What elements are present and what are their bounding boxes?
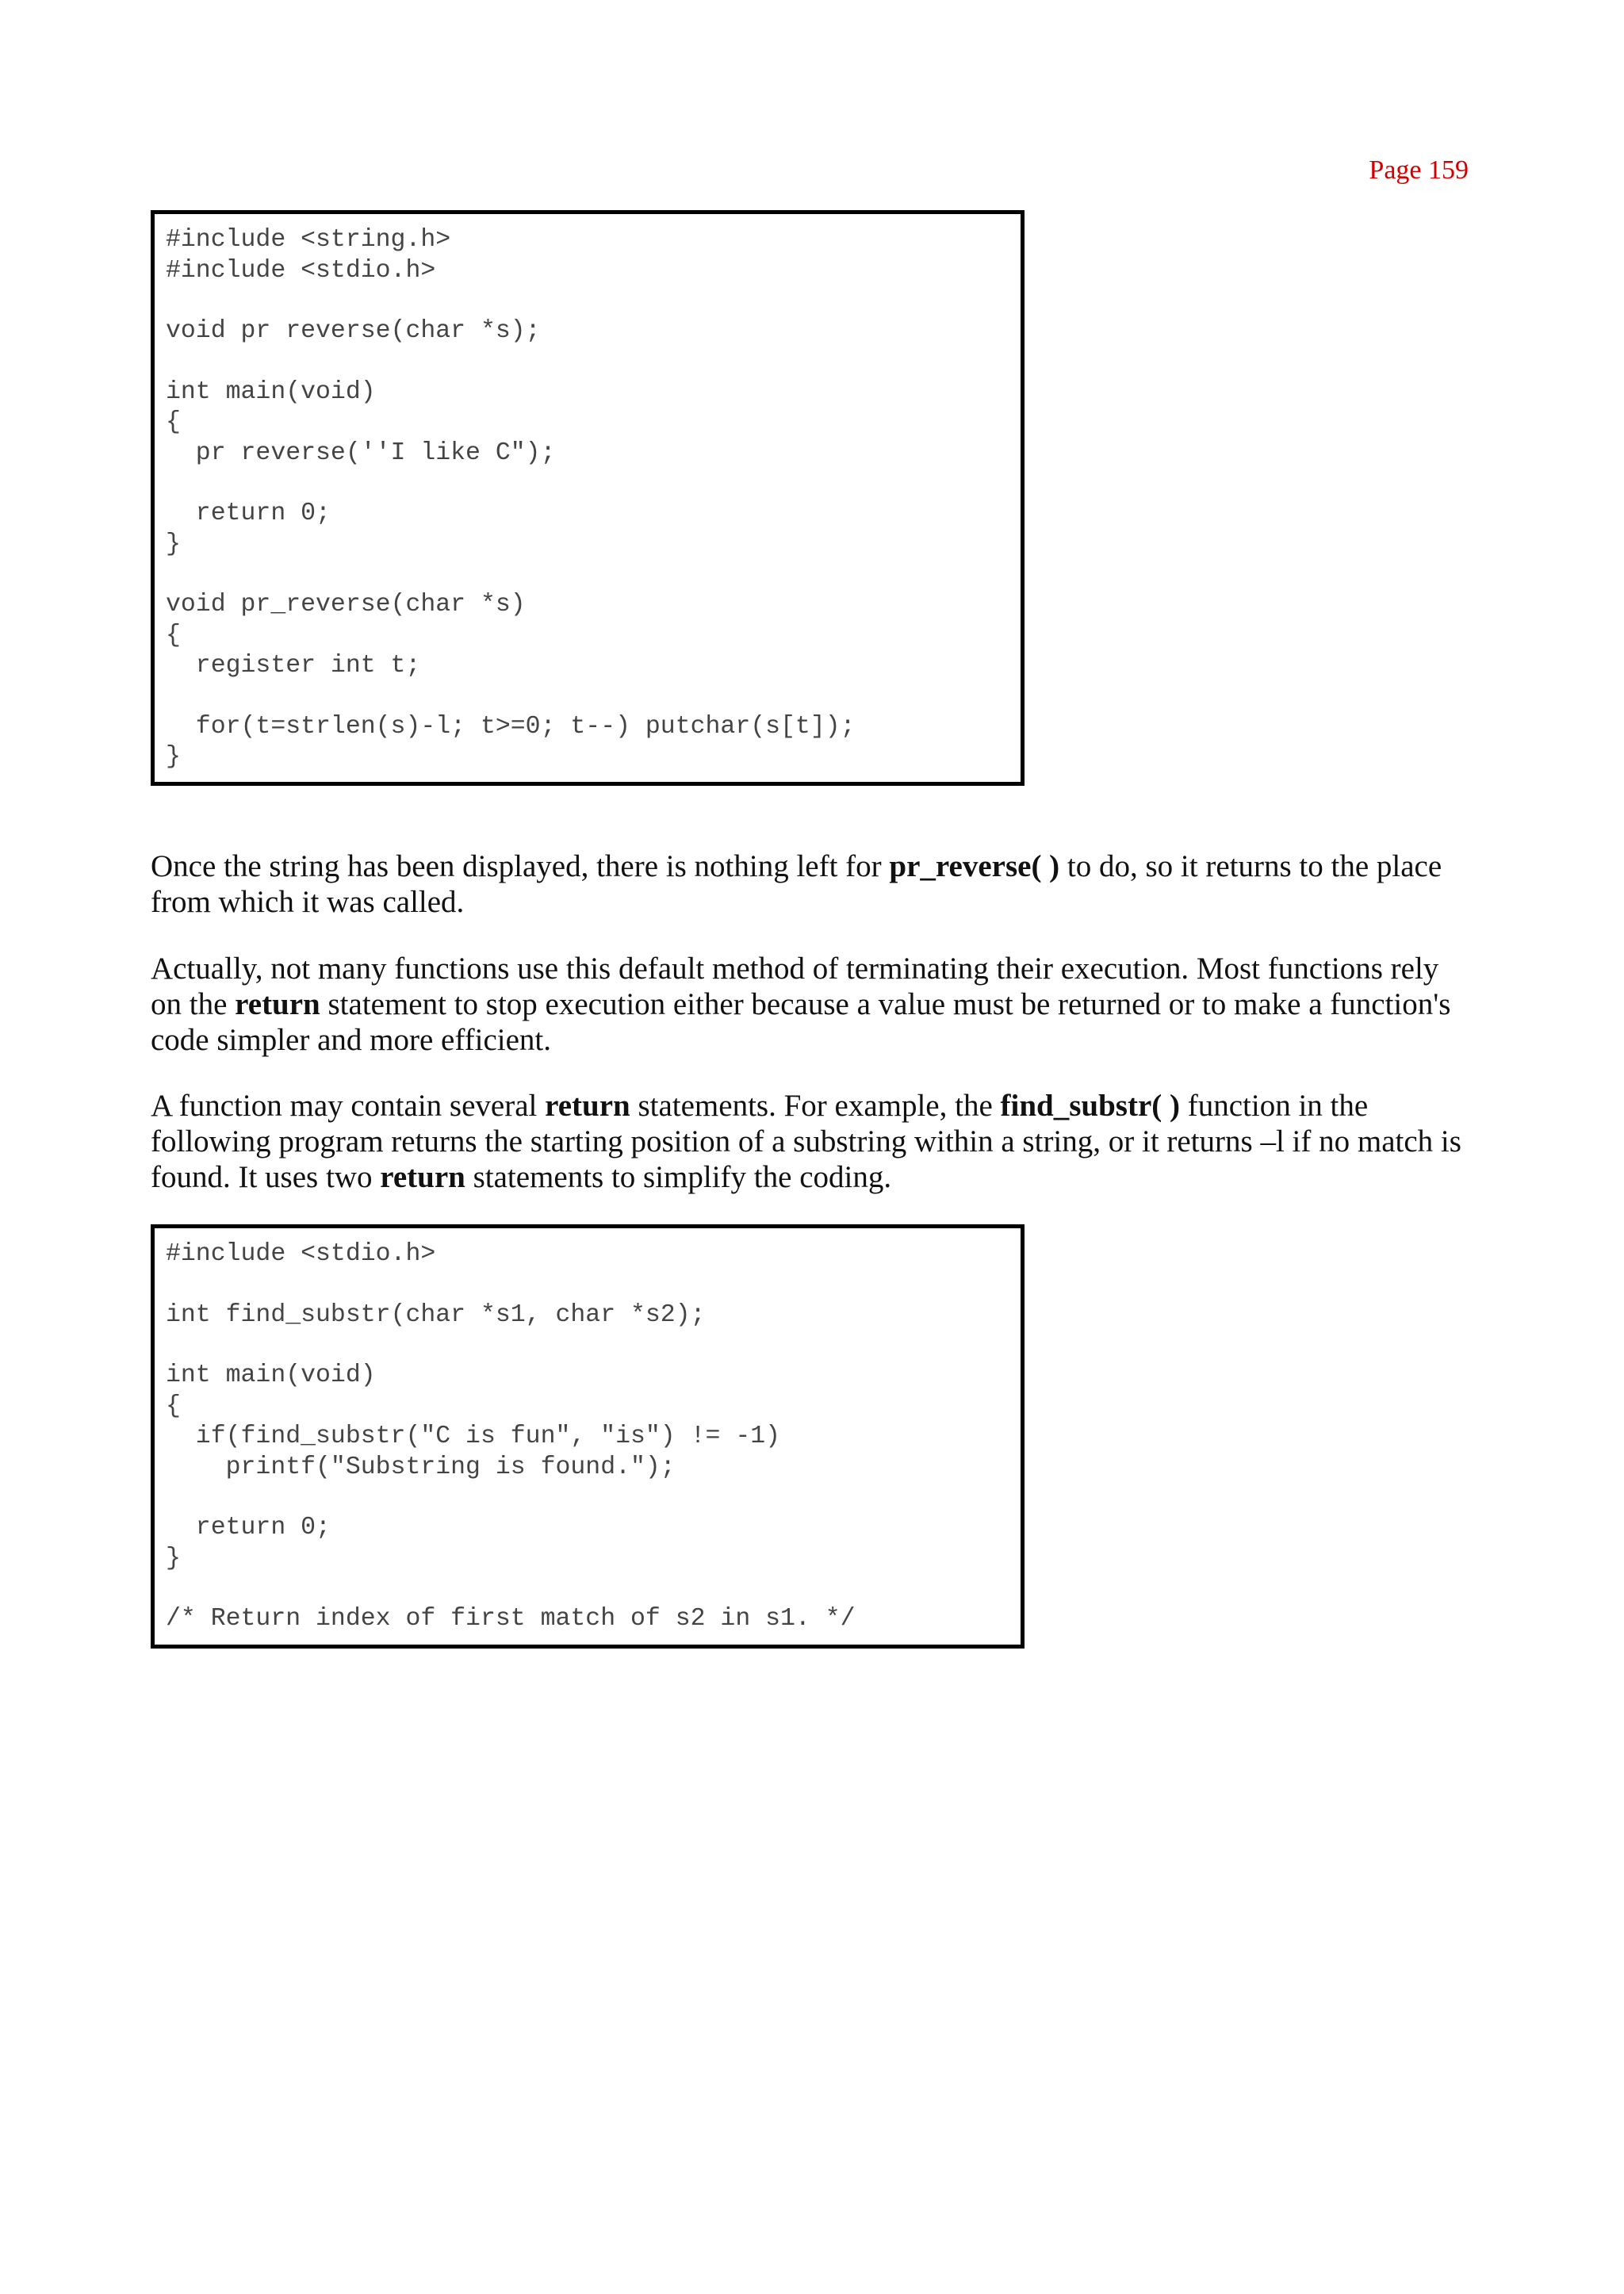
code-line: }	[166, 1544, 181, 1572]
code-line: int main(void)	[166, 1361, 376, 1389]
paragraph-default-termination	[151, 951, 1475, 1058]
paragraph-text: function in the following program returns the starting position of a substring within a string, or it returns –l if no match is found. It uses two	[151, 1089, 1461, 1194]
code-line-blank	[166, 347, 1009, 377]
code-line-blank	[166, 682, 1009, 712]
code-line: if(find_substr("C is fun", "is") != -1)	[166, 1423, 781, 1450]
code-line: pr reverse(''I like C");	[166, 439, 556, 467]
code-block-pr-reverse	[151, 210, 1025, 786]
page-number: Page 159	[1369, 155, 1469, 185]
paragraph-text: A function may contain several	[151, 1089, 546, 1123]
code-line: return 0;	[166, 1514, 331, 1541]
code-line-blank	[166, 1483, 1009, 1513]
paragraph-text: statements to simplify the coding.	[465, 1160, 892, 1194]
paragraph-text: statements. For example, the	[630, 1089, 1001, 1123]
code-line: }	[166, 743, 181, 771]
code-block-find-substr	[151, 1224, 1025, 1649]
paragraph-pr-reverse-return	[151, 848, 1475, 920]
code-line: register int t;	[166, 652, 421, 680]
paragraph-bold-term: return	[545, 1089, 630, 1123]
paragraph-bold-term: pr_reverse( )	[889, 849, 1060, 883]
code-line-blank	[166, 1574, 1009, 1604]
code-line: int main(void)	[166, 377, 376, 406]
code-line: #include <string.h>	[166, 226, 451, 254]
code-line: void pr_reverse(char *s)	[166, 591, 526, 618]
code-line: #include <stdio.h>	[166, 1240, 436, 1268]
code-line-blank	[166, 286, 1009, 316]
code-line: int find_substr(char *s1, char *s2);	[166, 1300, 706, 1329]
code-line: }	[166, 530, 181, 558]
code-line: void pr reverse(char *s);	[166, 317, 541, 345]
code-line: {	[166, 408, 181, 436]
code-line: {	[166, 621, 181, 649]
paragraph-bold-term: find_substr( )	[1000, 1089, 1180, 1123]
code-line-blank	[166, 1331, 1009, 1361]
code-line-blank	[166, 469, 1009, 499]
paragraph-text: statement to stop execution either because a value must be returned or to make a function's code simpler and more efficient.	[151, 987, 1451, 1057]
paragraph-bold-term: return	[380, 1160, 465, 1194]
code-line: /* Return index of first match of s2 in s1. */	[166, 1605, 856, 1633]
paragraph-bold-term: return	[235, 987, 320, 1021]
paragraph-text: Once the string has been displayed, there is nothing left for	[151, 849, 890, 883]
paragraph-multiple-returns	[151, 1088, 1475, 1195]
code-line: {	[166, 1392, 181, 1420]
code-line: for(t=strlen(s)-l; t>=0; t--) putchar(s[t]);	[166, 712, 856, 741]
code-line-blank	[166, 560, 1009, 590]
code-line-blank	[166, 1270, 1009, 1300]
code-line: return 0;	[166, 500, 331, 527]
code-line: #include <stdio.h>	[166, 256, 436, 285]
paragraph-text: to do, so it returns to the place from which it was called.	[151, 849, 1442, 919]
paragraph-text: Actually, not many functions use this default method of terminating their execution. Most functions rely on the	[151, 952, 1439, 1021]
code-line: printf("Substring is found.");	[166, 1453, 676, 1481]
